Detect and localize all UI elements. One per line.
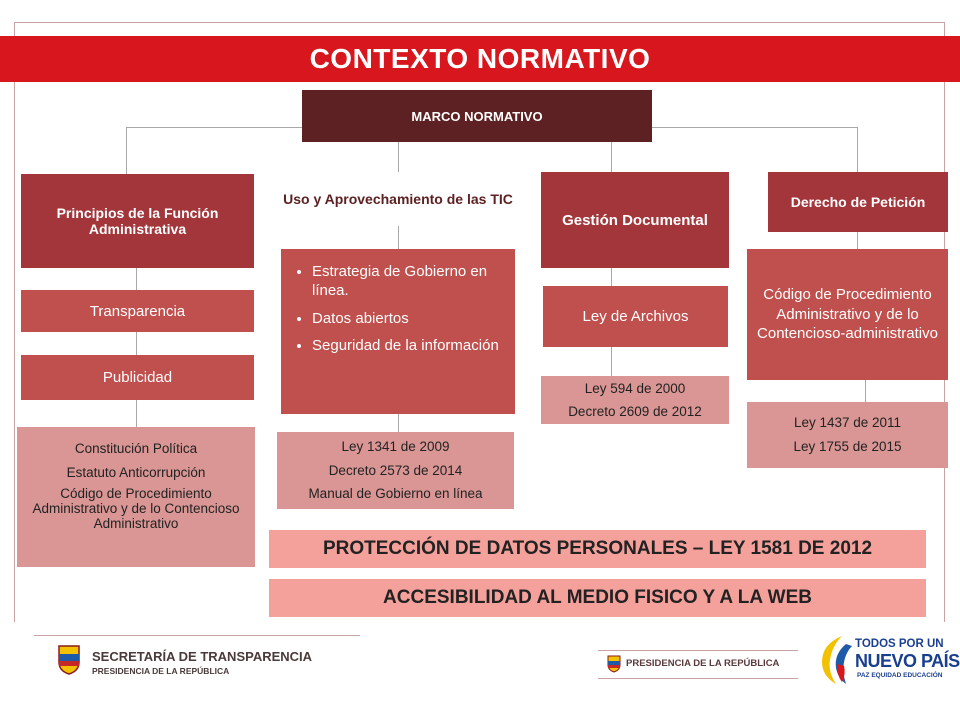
bullet-list bbox=[289, 263, 507, 356]
footer-left-subtitle: PRESIDENCIA DE LA REPÚBLICA bbox=[92, 666, 230, 676]
law-item: Decreto 2609 de 2012 bbox=[568, 403, 702, 419]
heading-principios: Principios de la Función Administrativa bbox=[21, 174, 254, 268]
coat-of-arms-icon bbox=[56, 644, 82, 676]
laws-gestion bbox=[541, 376, 729, 424]
banner-proteccion-datos: PROTECCIÓN DE DATOS PERSONALES – LEY 1581 DE 2012 bbox=[269, 530, 926, 568]
law-item: Ley 1341 de 2009 bbox=[341, 439, 450, 455]
law-item: Ley 1755 de 2015 bbox=[793, 439, 902, 454]
bullet-item: • Datos abiertos bbox=[312, 310, 507, 329]
bullet-box-tic bbox=[281, 249, 515, 414]
bullet-item: • Seguridad de la información bbox=[312, 337, 507, 356]
connector-col2-a bbox=[398, 226, 399, 250]
item-publicidad: Publicidad bbox=[21, 355, 254, 400]
connector-col3-a bbox=[611, 268, 612, 286]
law-item: Manual de Gobierno en línea bbox=[308, 486, 483, 502]
footer-right-line2: NUEVO PAÍS bbox=[855, 651, 960, 671]
bullet-item: • Estrategia de Gobierno en línea. bbox=[312, 263, 507, 301]
laws-principios bbox=[17, 427, 255, 567]
heading-tic: Uso y Aprovechamiento de las TIC bbox=[266, 172, 530, 226]
connector-v-col3 bbox=[611, 142, 612, 172]
item-ley-archivos: Ley de Archivos bbox=[543, 286, 728, 347]
footer-right-line3: PAZ EQUIDAD EDUCACIÓN bbox=[857, 672, 943, 679]
connector-col4-b bbox=[865, 380, 866, 402]
law-item: Constitución Política bbox=[74, 441, 198, 456]
item-transparencia: Transparencia bbox=[21, 290, 254, 332]
connector-v-col4 bbox=[857, 127, 858, 174]
connector-col2-b bbox=[398, 414, 399, 432]
law-item: Ley 1437 de 2011 bbox=[793, 415, 902, 431]
law-item: Decreto 2573 de 2014 bbox=[328, 462, 463, 478]
footer-left-title: SECRETARÍA DE TRANSPARENCIA bbox=[92, 649, 313, 664]
root-box: MARCO NORMATIVO bbox=[302, 90, 652, 142]
connector-v-col2 bbox=[398, 142, 399, 172]
page-title: CONTEXTO NORMATIVO bbox=[309, 43, 651, 74]
heading-derecho: Derecho de Petición bbox=[768, 172, 948, 232]
banner-accesibilidad: ACCESIBILIDAD AL MEDIO FISICO Y A LA WEB bbox=[269, 579, 926, 617]
connector-col1-a bbox=[136, 268, 137, 290]
heading-gestion: Gestión Documental bbox=[541, 172, 729, 268]
connector-h-left bbox=[126, 127, 302, 128]
connector-col4-a bbox=[857, 232, 858, 249]
coat-of-arms-small-icon bbox=[606, 655, 622, 673]
law-item: Ley 594 de 2000 bbox=[584, 380, 686, 396]
frame-left-border bbox=[14, 22, 15, 622]
footer-right-line1: TODOS POR UN bbox=[855, 638, 944, 650]
law-item: Código de Procedimiento Administrativo y de lo Contencioso Administrativo bbox=[32, 486, 240, 531]
connector-col3-b bbox=[611, 347, 612, 376]
item-codigo-procedimiento: Código de Procedimiento Administrativo y de lo Contencioso-administrativo bbox=[747, 249, 948, 380]
footer-left-rule bbox=[34, 635, 360, 636]
connector-v-col1 bbox=[126, 127, 127, 174]
logo-secretaria-transparencia bbox=[50, 640, 360, 684]
footer-center-text: PRESIDENCIA DE LA REPÚBLICA bbox=[626, 658, 780, 669]
frame-top-border bbox=[14, 22, 945, 23]
nuevo-pais-emblem-icon bbox=[816, 634, 854, 686]
law-item: Estatuto Anticorrupción bbox=[66, 464, 206, 480]
laws-tic bbox=[277, 432, 514, 509]
connector-col1-c bbox=[136, 400, 137, 428]
connector-h-right bbox=[652, 127, 858, 128]
footer-center-rule-bottom bbox=[598, 678, 798, 679]
laws-derecho bbox=[747, 402, 948, 468]
footer-center-rule-top bbox=[598, 650, 798, 651]
connector-col1-b bbox=[136, 332, 137, 355]
